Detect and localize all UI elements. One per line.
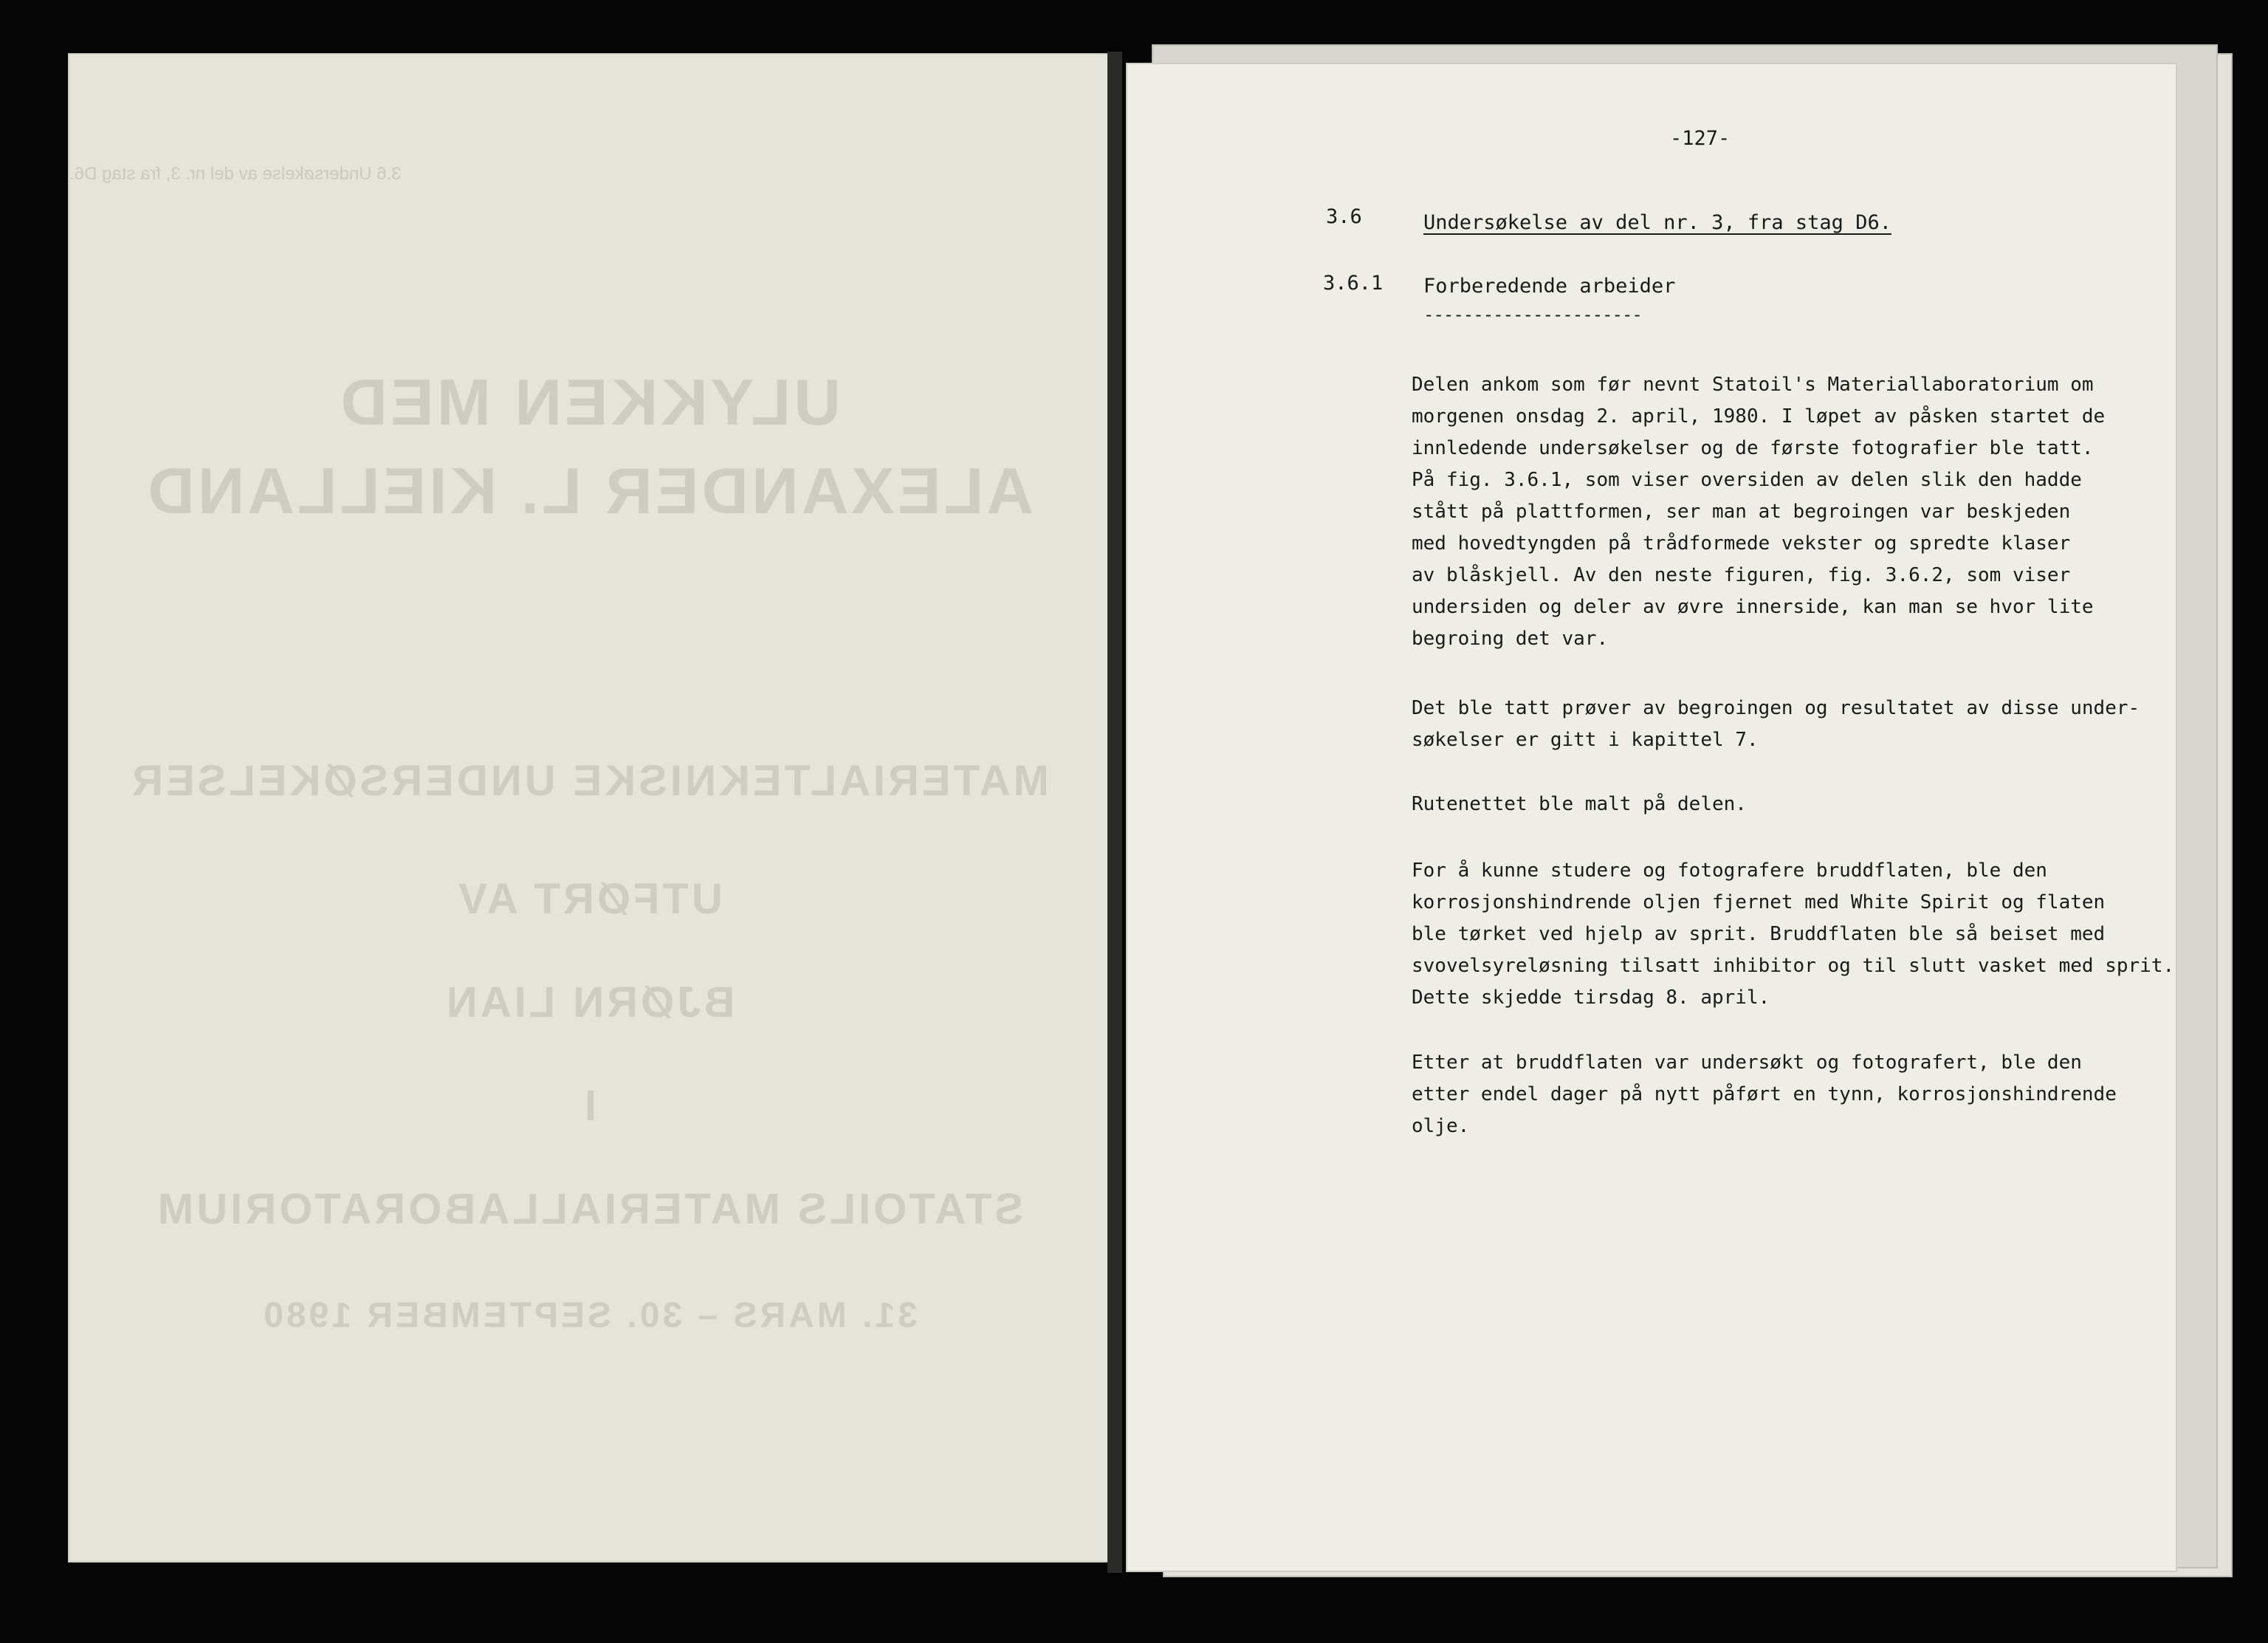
left-ghost-dates: 31. MARS – 30. SEPTEMBER 1980 xyxy=(261,1296,918,1335)
paragraph-line: Delen ankom som før nevnt Statoil's Materiallaboratorium om xyxy=(1412,374,2094,396)
paragraph-3 xyxy=(1412,789,2120,820)
section-title: Undersøkelse av del nr. 3, fra stag D6. xyxy=(1423,211,1891,234)
paragraph-line: innledende undersøkelser og de første fotografier ble tatt. xyxy=(1412,437,2094,459)
book-spine xyxy=(1107,52,1122,1573)
subsection-number: 3.6.1 xyxy=(1323,272,1384,295)
paragraph-line: På fig. 3.6.1, som viser oversiden av delen slik den hadde xyxy=(1412,469,2082,491)
left-ghost-title-line1: ULYKKEN MED xyxy=(337,366,841,439)
section-number: 3.6 xyxy=(1326,205,1362,228)
left-page xyxy=(68,53,1110,1563)
left-ghost-subtitle: MATERIALTEKNISKE UNDERSØKELSER xyxy=(129,757,1049,805)
left-ghost-by: UTFØRT AV xyxy=(456,875,723,923)
paragraph-2 xyxy=(1412,693,2140,756)
left-ghost-at: I xyxy=(581,1082,597,1130)
paragraph-1 xyxy=(1412,369,2120,655)
paragraph-line: begroing det var. xyxy=(1412,628,1609,650)
paragraph-line: med hovedtyngden på trådformede vekster og spredte klaser xyxy=(1412,532,2071,555)
paragraph-line: ble tørket ved hjelp av sprit. Bruddflaten ble så beiset med xyxy=(1412,923,2106,945)
paragraph-line: Dette skjedde tirsdag 8. april. xyxy=(1412,987,1770,1009)
left-ghost-header: 3.6 Undersøkelse av del nr. 3, fra stag D6. xyxy=(69,164,402,184)
paragraph-line: korrosjonshindrende oljen fjernet med White Spirit og flaten xyxy=(1412,891,2106,913)
page-number: -127- xyxy=(1670,127,1731,150)
subsection-underline: ---------------------- xyxy=(1423,304,1642,325)
paragraph-4 xyxy=(1412,855,2175,1014)
left-page-showthrough xyxy=(69,55,1109,1561)
paragraph-line: søkelser er gitt i kapittel 7. xyxy=(1412,729,1759,751)
left-ghost-author: BJØRN LIAN xyxy=(443,978,735,1026)
left-ghost-org: STATOILS MATERIALLABORATORIUM xyxy=(154,1185,1024,1233)
paragraph-5 xyxy=(1412,1047,2120,1142)
paragraph-line: svovelsyreløsning tilsatt inhibitor og til slutt vasket med sprit. xyxy=(1412,955,2175,977)
paragraph-line: olje. xyxy=(1412,1115,1470,1137)
paragraph-line: morgenen onsdag 2. april, 1980. I løpet av påsken startet de xyxy=(1412,405,2106,428)
paragraph-line: Det ble tatt prøver av begroingen og resultatet av disse under- xyxy=(1412,697,2140,719)
paragraph-line: av blåskjell. Av den neste figuren, fig. 3.6.2, som viser xyxy=(1412,564,2071,586)
paragraph-line: Etter at bruddflaten var undersøkt og fotografert, ble den xyxy=(1412,1052,2082,1074)
subsection-title: Forberedende arbeider xyxy=(1423,275,1676,298)
left-ghost-title-line2: ALEXANDER L. KIELLAND xyxy=(145,454,1034,527)
paragraph-line: Rutenettet ble malt på delen. xyxy=(1412,793,1747,815)
paragraph-line: stått på plattformen, ser man at begroingen var beskjeden xyxy=(1412,501,2071,523)
paragraph-line: etter endel dager på nytt påført en tynn, korrosjonshindrende xyxy=(1412,1083,2117,1105)
paragraph-line: undersiden og deler av øvre innerside, kan man se hvor lite xyxy=(1412,596,2094,618)
paragraph-line: For å kunne studere og fotografere bruddflaten, ble den xyxy=(1412,860,2047,882)
